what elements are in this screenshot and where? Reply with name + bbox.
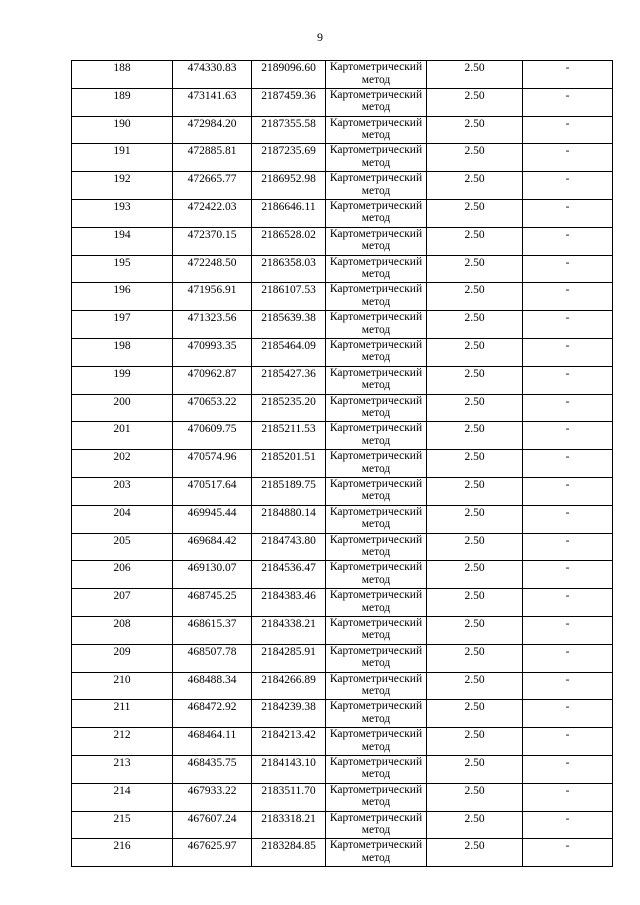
point-number-cell: 194 (72, 227, 173, 255)
method-cell (326, 644, 427, 672)
accuracy-cell: 2.50 (427, 283, 523, 311)
accuracy-cell: 2.50 (427, 394, 523, 422)
method-line-1: Картометрический (329, 811, 423, 824)
method-line-1: Картометрический (329, 477, 423, 490)
method-line-1: Картометрический (329, 616, 423, 629)
description-cell: - (523, 394, 613, 422)
x-coordinate-cell: 470653.22 (173, 394, 252, 422)
point-number-cell: 197 (72, 311, 173, 339)
page-number: 9 (317, 30, 323, 44)
x-coordinate-cell: 472248.50 (173, 255, 252, 283)
description-cell: - (523, 589, 613, 617)
y-coordinate-cell: 2187459.36 (252, 88, 326, 116)
table-row (72, 255, 613, 283)
method-cell (326, 283, 427, 311)
method-cell (326, 116, 427, 144)
accuracy-cell: 2.50 (427, 255, 523, 283)
description-cell: - (523, 255, 613, 283)
x-coordinate-cell: 468488.34 (173, 672, 252, 700)
method-cell (326, 533, 427, 561)
accuracy-cell: 2.50 (427, 422, 523, 450)
accuracy-cell: 2.50 (427, 61, 523, 89)
table-row (72, 505, 613, 533)
method-line-2: метод (361, 573, 391, 586)
x-coordinate-cell: 467607.24 (173, 811, 252, 839)
x-coordinate-cell: 470993.35 (173, 338, 252, 366)
method-line-1: Картометрический (329, 450, 423, 463)
method-line-1: Картометрический (329, 755, 423, 768)
description-cell: - (523, 116, 613, 144)
point-number-cell: 190 (72, 116, 173, 144)
description-cell: - (523, 505, 613, 533)
accuracy-cell: 2.50 (427, 728, 523, 756)
description-cell: - (523, 199, 613, 227)
method-cell (326, 839, 427, 867)
method-line-1: Картометрический (329, 172, 423, 185)
point-number-cell: 200 (72, 394, 173, 422)
coordinates-table-body (72, 61, 613, 867)
table-row (72, 227, 613, 255)
y-coordinate-cell: 2186952.98 (252, 172, 326, 200)
accuracy-cell: 2.50 (427, 672, 523, 700)
x-coordinate-cell: 469945.44 (173, 505, 252, 533)
point-number-cell: 195 (72, 255, 173, 283)
method-cell (326, 505, 427, 533)
accuracy-cell: 2.50 (427, 533, 523, 561)
method-cell (326, 227, 427, 255)
method-line-1: Картометрический (329, 644, 423, 657)
point-number-cell: 215 (72, 811, 173, 839)
y-coordinate-cell: 2184383.46 (252, 589, 326, 617)
table-row (72, 422, 613, 450)
method-line-1: Картометрический (329, 61, 423, 73)
method-line-2: метод (361, 851, 391, 864)
x-coordinate-cell: 472885.81 (173, 144, 252, 172)
x-coordinate-cell: 467933.22 (173, 783, 252, 811)
accuracy-cell: 2.50 (427, 505, 523, 533)
method-line-2: метод (361, 379, 391, 392)
table-row (72, 644, 613, 672)
x-coordinate-cell: 472370.15 (173, 227, 252, 255)
x-coordinate-cell: 468615.37 (173, 616, 252, 644)
method-line-2: метод (361, 129, 391, 142)
method-line-2: метод (361, 407, 391, 420)
method-cell (326, 172, 427, 200)
point-number-cell: 212 (72, 728, 173, 756)
method-cell (326, 61, 427, 89)
method-cell (326, 561, 427, 589)
x-coordinate-cell: 469130.07 (173, 561, 252, 589)
x-coordinate-cell: 470574.96 (173, 450, 252, 478)
method-cell (326, 394, 427, 422)
accuracy-cell: 2.50 (427, 338, 523, 366)
method-line-1: Картометрический (329, 88, 423, 101)
table-row (72, 88, 613, 116)
y-coordinate-cell: 2184743.80 (252, 533, 326, 561)
point-number-cell: 201 (72, 422, 173, 450)
description-cell: - (523, 450, 613, 478)
method-line-2: метод (361, 629, 391, 642)
method-cell (326, 199, 427, 227)
y-coordinate-cell: 2183511.70 (252, 783, 326, 811)
method-line-2: метод (361, 740, 391, 753)
accuracy-cell: 2.50 (427, 199, 523, 227)
x-coordinate-cell: 468472.92 (173, 700, 252, 728)
accuracy-cell: 2.50 (427, 144, 523, 172)
method-line-2: метод (361, 685, 391, 698)
description-cell: - (523, 811, 613, 839)
table-row (72, 61, 613, 89)
point-number-cell: 213 (72, 755, 173, 783)
point-number-cell: 192 (72, 172, 173, 200)
description-cell: - (523, 755, 613, 783)
point-number-cell: 198 (72, 338, 173, 366)
description-cell: - (523, 616, 613, 644)
description-cell: - (523, 61, 613, 89)
y-coordinate-cell: 2185201.51 (252, 450, 326, 478)
y-coordinate-cell: 2184880.14 (252, 505, 326, 533)
accuracy-cell: 2.50 (427, 811, 523, 839)
y-coordinate-cell: 2184266.89 (252, 672, 326, 700)
accuracy-cell: 2.50 (427, 477, 523, 505)
y-coordinate-cell: 2185235.20 (252, 394, 326, 422)
accuracy-cell: 2.50 (427, 172, 523, 200)
point-number-cell: 193 (72, 199, 173, 227)
method-line-1: Картометрический (329, 533, 423, 546)
y-coordinate-cell: 2183318.21 (252, 811, 326, 839)
x-coordinate-cell: 470962.87 (173, 366, 252, 394)
method-cell (326, 311, 427, 339)
method-line-2: метод (361, 824, 391, 837)
method-line-2: метод (361, 601, 391, 614)
method-cell (326, 255, 427, 283)
method-line-1: Картометрический (329, 366, 423, 379)
y-coordinate-cell: 2185189.75 (252, 477, 326, 505)
table-row (72, 116, 613, 144)
x-coordinate-cell: 469684.42 (173, 533, 252, 561)
y-coordinate-cell: 2184285.91 (252, 644, 326, 672)
method-line-2: метод (361, 546, 391, 559)
method-cell (326, 422, 427, 450)
table-row (72, 144, 613, 172)
description-cell: - (523, 672, 613, 700)
method-line-2: метод (361, 101, 391, 114)
x-coordinate-cell: 470517.64 (173, 477, 252, 505)
method-line-2: метод (361, 295, 391, 308)
description-cell: - (523, 783, 613, 811)
table-row (72, 561, 613, 589)
method-cell (326, 88, 427, 116)
x-coordinate-cell: 472984.20 (173, 116, 252, 144)
y-coordinate-cell: 2184536.47 (252, 561, 326, 589)
method-cell (326, 811, 427, 839)
method-line-2: метод (361, 434, 391, 447)
method-line-1: Картометрический (329, 144, 423, 157)
method-cell (326, 700, 427, 728)
point-number-cell: 199 (72, 366, 173, 394)
method-line-2: метод (361, 657, 391, 670)
description-cell: - (523, 144, 613, 172)
table-row (72, 394, 613, 422)
y-coordinate-cell: 2189096.60 (252, 61, 326, 89)
coordinates-table (71, 60, 613, 867)
method-line-1: Картометрический (329, 311, 423, 324)
method-line-1: Картометрический (329, 283, 423, 296)
method-cell (326, 589, 427, 617)
table-row (72, 811, 613, 839)
method-cell (326, 672, 427, 700)
accuracy-cell: 2.50 (427, 366, 523, 394)
table-row (72, 199, 613, 227)
table-row (72, 450, 613, 478)
description-cell: - (523, 477, 613, 505)
point-number-cell: 203 (72, 477, 173, 505)
description-cell: - (523, 338, 613, 366)
y-coordinate-cell: 2185464.09 (252, 338, 326, 366)
accuracy-cell: 2.50 (427, 88, 523, 116)
method-line-1: Картометрический (329, 199, 423, 212)
table-row (72, 311, 613, 339)
point-number-cell: 211 (72, 700, 173, 728)
description-cell: - (523, 311, 613, 339)
method-cell (326, 755, 427, 783)
method-cell (326, 616, 427, 644)
y-coordinate-cell: 2186646.11 (252, 199, 326, 227)
method-cell (326, 338, 427, 366)
point-number-cell: 202 (72, 450, 173, 478)
y-coordinate-cell: 2184338.21 (252, 616, 326, 644)
description-cell: - (523, 533, 613, 561)
table-row (72, 700, 613, 728)
description-cell: - (523, 366, 613, 394)
table-row (72, 755, 613, 783)
method-line-2: метод (361, 184, 391, 197)
point-number-cell: 191 (72, 144, 173, 172)
x-coordinate-cell: 468745.25 (173, 589, 252, 617)
description-cell: - (523, 728, 613, 756)
table-row (72, 589, 613, 617)
method-line-2: метод (361, 240, 391, 253)
description-cell: - (523, 839, 613, 867)
point-number-cell: 206 (72, 561, 173, 589)
y-coordinate-cell: 2184143.10 (252, 755, 326, 783)
y-coordinate-cell: 2184213.42 (252, 728, 326, 756)
accuracy-cell: 2.50 (427, 616, 523, 644)
accuracy-cell: 2.50 (427, 227, 523, 255)
method-line-1: Картометрический (329, 672, 423, 685)
method-line-1: Картометрический (329, 227, 423, 240)
accuracy-cell: 2.50 (427, 561, 523, 589)
y-coordinate-cell: 2187355.58 (252, 116, 326, 144)
description-cell: - (523, 561, 613, 589)
point-number-cell: 188 (72, 61, 173, 89)
x-coordinate-cell: 470609.75 (173, 422, 252, 450)
y-coordinate-cell: 2184239.38 (252, 700, 326, 728)
accuracy-cell: 2.50 (427, 839, 523, 867)
table-row (72, 672, 613, 700)
method-line-1: Картометрический (329, 700, 423, 713)
method-line-1: Картометрический (329, 116, 423, 129)
x-coordinate-cell: 473141.63 (173, 88, 252, 116)
y-coordinate-cell: 2186107.53 (252, 283, 326, 311)
method-line-2: метод (361, 156, 391, 169)
y-coordinate-cell: 2185427.36 (252, 366, 326, 394)
x-coordinate-cell: 467625.97 (173, 839, 252, 867)
x-coordinate-cell: 474330.83 (173, 61, 252, 89)
method-line-1: Картометрический (329, 561, 423, 574)
method-line-1: Картометрический (329, 728, 423, 741)
accuracy-cell: 2.50 (427, 589, 523, 617)
description-cell: - (523, 644, 613, 672)
method-line-2: метод (361, 212, 391, 225)
method-line-1: Картометрический (329, 422, 423, 435)
description-cell: - (523, 172, 613, 200)
point-number-cell: 205 (72, 533, 173, 561)
method-line-1: Картометрический (329, 505, 423, 518)
method-line-1: Картометрический (329, 589, 423, 602)
point-number-cell: 216 (72, 839, 173, 867)
method-line-2: метод (361, 268, 391, 281)
accuracy-cell: 2.50 (427, 755, 523, 783)
method-line-2: метод (361, 73, 391, 86)
method-line-2: метод (361, 518, 391, 531)
method-line-1: Картометрический (329, 338, 423, 351)
description-cell: - (523, 283, 613, 311)
table-row (72, 839, 613, 867)
table-row (72, 783, 613, 811)
point-number-cell: 209 (72, 644, 173, 672)
accuracy-cell: 2.50 (427, 116, 523, 144)
table-row (72, 338, 613, 366)
method-line-2: метод (361, 351, 391, 364)
accuracy-cell: 2.50 (427, 783, 523, 811)
x-coordinate-cell: 468507.78 (173, 644, 252, 672)
x-coordinate-cell: 468435.75 (173, 755, 252, 783)
table-row (72, 283, 613, 311)
description-cell: - (523, 88, 613, 116)
y-coordinate-cell: 2185211.53 (252, 422, 326, 450)
x-coordinate-cell: 468464.11 (173, 728, 252, 756)
accuracy-cell: 2.50 (427, 700, 523, 728)
table-row (72, 477, 613, 505)
method-cell (326, 144, 427, 172)
point-number-cell: 204 (72, 505, 173, 533)
table-row (72, 616, 613, 644)
table-row (72, 728, 613, 756)
point-number-cell: 207 (72, 589, 173, 617)
y-coordinate-cell: 2185639.38 (252, 311, 326, 339)
method-line-1: Картометрический (329, 255, 423, 268)
method-line-2: метод (361, 712, 391, 725)
method-line-1: Картометрический (329, 839, 423, 852)
accuracy-cell: 2.50 (427, 644, 523, 672)
accuracy-cell: 2.50 (427, 311, 523, 339)
method-line-2: метод (361, 490, 391, 503)
x-coordinate-cell: 472422.03 (173, 199, 252, 227)
point-number-cell: 214 (72, 783, 173, 811)
method-line-1: Картометрический (329, 394, 423, 407)
y-coordinate-cell: 2186528.02 (252, 227, 326, 255)
x-coordinate-cell: 471956.91 (173, 283, 252, 311)
table-row (72, 366, 613, 394)
point-number-cell: 189 (72, 88, 173, 116)
x-coordinate-cell: 471323.56 (173, 311, 252, 339)
method-cell (326, 477, 427, 505)
point-number-cell: 210 (72, 672, 173, 700)
description-cell: - (523, 422, 613, 450)
table-row (72, 172, 613, 200)
table-row (72, 533, 613, 561)
method-line-2: метод (361, 462, 391, 475)
method-line-2: метод (361, 768, 391, 781)
y-coordinate-cell: 2186358.03 (252, 255, 326, 283)
method-cell (326, 728, 427, 756)
method-cell (326, 450, 427, 478)
x-coordinate-cell: 472665.77 (173, 172, 252, 200)
description-cell: - (523, 700, 613, 728)
description-cell: - (523, 227, 613, 255)
point-number-cell: 208 (72, 616, 173, 644)
point-number-cell: 196 (72, 283, 173, 311)
y-coordinate-cell: 2187235.69 (252, 144, 326, 172)
method-line-2: метод (361, 323, 391, 336)
method-cell (326, 366, 427, 394)
method-cell (326, 783, 427, 811)
method-line-2: метод (361, 796, 391, 809)
accuracy-cell: 2.50 (427, 450, 523, 478)
method-line-1: Картометрический (329, 783, 423, 796)
y-coordinate-cell: 2183284.85 (252, 839, 326, 867)
